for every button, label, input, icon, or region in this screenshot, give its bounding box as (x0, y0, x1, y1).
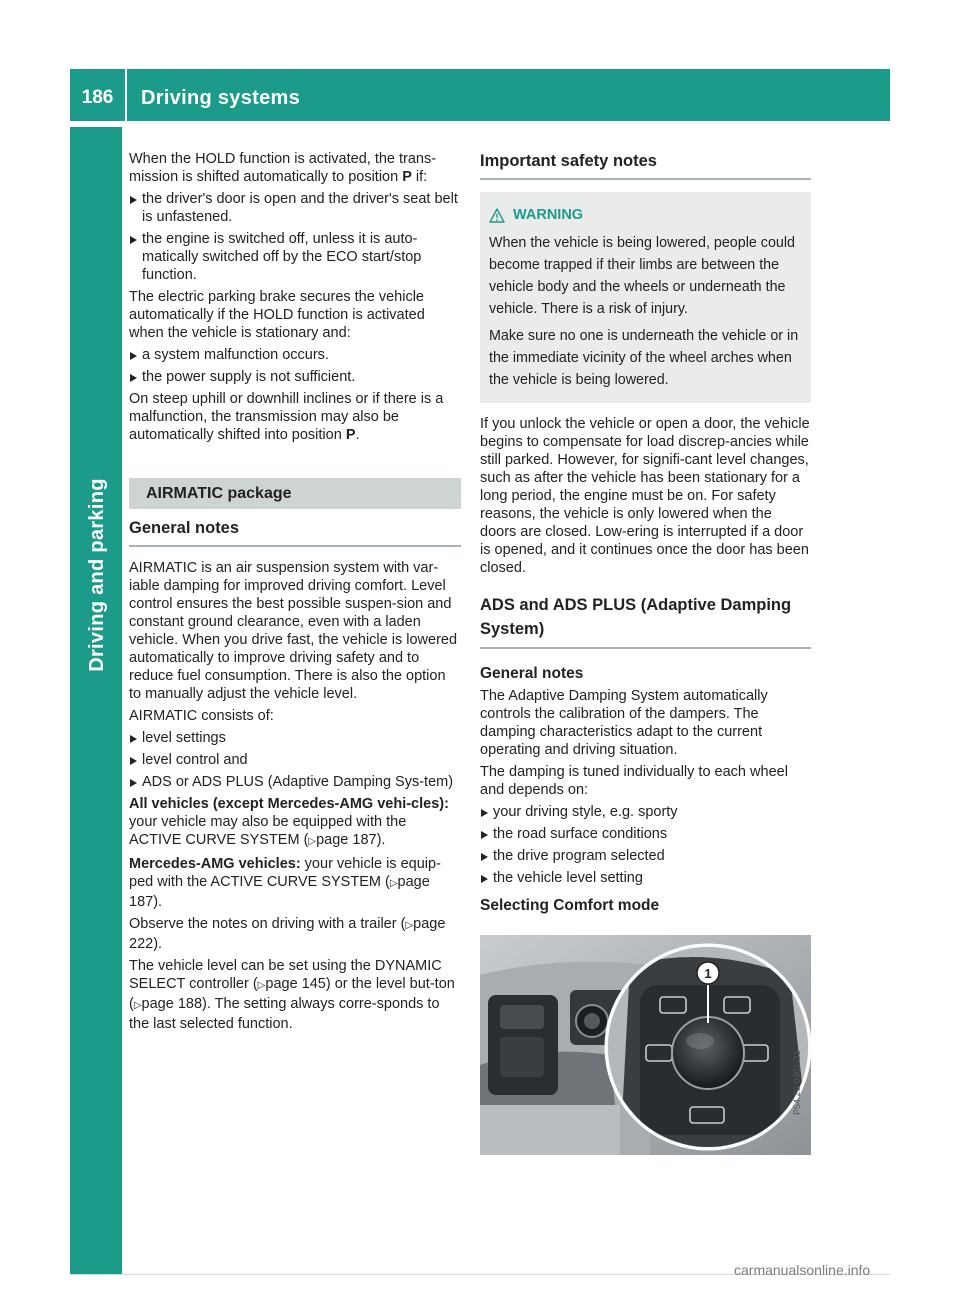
warning-text: When the vehicle is being lowered, people could become trapped if their limbs are between the vehicle body and the wheels or underneath the vehicle. There is a risk of injury. (489, 235, 795, 317)
paragraph-airmatic-consists: AIRMATIC consists of: (129, 708, 274, 724)
section-band-airmatic: AIRMATIC package (129, 478, 461, 509)
warning-text: Make sure no one is underneath the vehicle or in the immediate vicinity of the wheel arches when the vehicle is being lowered. (489, 328, 799, 388)
page-ref-link[interactable]: page 188 (141, 996, 203, 1012)
paragraph-hold-intro: When the HOLD function is activated, the trans-mission is shifted automatically to position P if: (129, 151, 437, 185)
left-column (129, 150, 461, 1037)
figure-code: P54.26-0361-31 (792, 1050, 802, 1115)
page-ref-arrow-icon: ▷ (405, 920, 414, 931)
damping-factors-list (480, 803, 811, 887)
airmatic-components-list (129, 729, 461, 791)
page-ref-arrow-icon: ▷ (133, 1000, 142, 1011)
paragraph-ads-damping: The damping is tuned individually to each wheel and depends on: (480, 764, 788, 798)
page-ref-arrow-icon: ▷ (389, 878, 398, 889)
page-ref-link[interactable]: page 145 (265, 976, 326, 992)
page-ref-arrow-icon: ▷ (308, 836, 317, 847)
watermark: carmanualsonline.info (734, 1262, 871, 1278)
heading-general-notes: General notes (129, 517, 461, 547)
warning-label: WARNING (513, 207, 584, 223)
list-item: the power supply is not sufficient. (129, 368, 461, 386)
list-item: the drive program selected (480, 847, 811, 865)
paragraph-trailer: Observe the notes on driving with a trailer (▷page 222). (129, 916, 446, 952)
list-item: the vehicle level setting (480, 869, 811, 887)
paragraph-inclines: On steep uphill or downhill inclines or if there is a malfunction, the transmission may also be automatically shifted into position P. (129, 391, 444, 443)
page-title: Driving systems (141, 87, 301, 109)
hold-conditions-list (129, 190, 461, 284)
page-ref-arrow-icon: ▷ (257, 980, 266, 991)
callout-number: 1 (704, 966, 712, 981)
paragraph-parking-brake: The electric parking brake secures the vehicle automatically if the HOLD function is activated when the vehicle is stationary and: (129, 289, 425, 341)
warning-triangle-icon (489, 208, 505, 223)
paragraph-all-vehicles: All vehicles (except Mercedes-AMG vehi-cles): your vehicle may also be equipped with the ACTIVE CURVE SYSTEM (▷page 187). (129, 796, 449, 848)
page-ref-link[interactable]: page 187 (316, 832, 377, 848)
chapter-label-text: Driving and parking (86, 478, 108, 672)
header-divider (125, 69, 127, 121)
heading-important-safety-notes: Important safety notes (480, 150, 811, 180)
paragraph-level-setting: The vehicle level can be set using the DYNAMIC SELECT controller (▷page 145) or the level but-ton (▷page 188). The setting always corre-sponds to the last selected function. (129, 958, 455, 1032)
paragraph-load-compensation: If you unlock the vehicle or open a door, the vehicle begins to compensate for load discrep-ancies while still parked. However, for signifi-cant level changes, such as after the vehicle has been stationary for a long period, the engine must be on. For safety reasons, the vehicle is only lowered when the doors are closed. Low-ering is interrupted if a door is opened, and it continues once the door has been closed. (480, 416, 810, 576)
page-number: 186 (81, 87, 114, 108)
paragraph-ads-intro: The Adaptive Damping System automatically controls the calibration of the dampers. The damping characteristics adapt to the current operating and driving situation. (480, 688, 768, 758)
control-panel-photo (480, 935, 811, 1155)
list-item: a system malfunction occurs. (129, 346, 461, 364)
subheading-general-notes: General notes (480, 665, 584, 682)
warning-title (489, 204, 801, 226)
list-item: level settings (129, 729, 461, 747)
chapter-side-label (82, 420, 112, 730)
control-panel-illustration (480, 935, 811, 1155)
page-ref-link[interactable]: page 222 (129, 916, 446, 952)
right-column (480, 150, 811, 919)
subheading-comfort-mode: Selecting Comfort mode (480, 897, 660, 914)
heading-ads: ADS and ADS PLUS (Adaptive Damping System) (480, 593, 811, 649)
list-item: the engine is switched off, unless it is auto-matically switched off by the ECO start/stop function. (129, 230, 461, 284)
list-item: your driving style, e.g. sporty (480, 803, 811, 821)
list-item: ADS or ADS PLUS (Adaptive Damping Sys-tem) (129, 773, 461, 791)
page-ref-link[interactable]: page 187 (129, 874, 430, 910)
paragraph-airmatic-intro: AIRMATIC is an air suspension system with var-iable damping for improved driving comfort. Level control ensures the best possible suspen-sion and constant ground clearance, even with a laden vehicle. When you drive fast, the vehicle is lowered automatically to improve driving safety and to reduce fuel consumption. There is also the option to manually adjust the vehicle level. (129, 560, 458, 702)
paragraph-amg-vehicles: Mercedes-AMG vehicles: your vehicle is equip-ped with the ACTIVE CURVE SYSTEM (▷page 187). (129, 856, 441, 910)
parking-brake-list (129, 346, 461, 386)
list-item: the driver's door is open and the driver's seat belt is unfastened. (129, 190, 461, 226)
list-item: the road surface conditions (480, 825, 811, 843)
list-item: level control and (129, 751, 461, 769)
warning-box (480, 192, 811, 403)
